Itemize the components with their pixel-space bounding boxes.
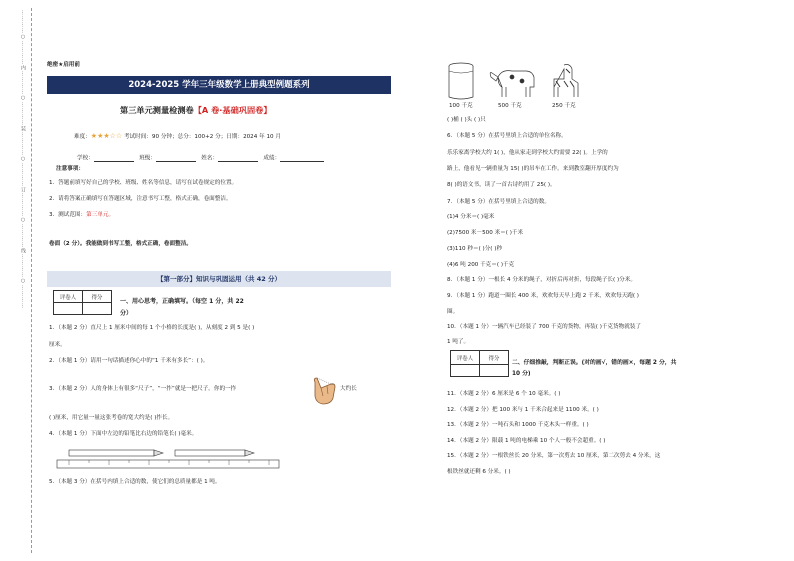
neatness-note: 卷面（2 分）。我能做到书写工整，格式正确，卷面整洁。: [49, 241, 192, 247]
question-7: 7．（本题 5 分）在括号里填上合适的数。: [447, 199, 550, 205]
question-9-line-2: 圈。: [447, 309, 459, 315]
score-box-2-score-cell[interactable]: [480, 365, 509, 377]
question-3-line-2: ( )厘米，用它量一量这张考卷的宽大约是( )拃长。: [49, 415, 174, 421]
animals-answer-line: ( )桶 ( )头 ( )只: [447, 117, 486, 123]
question-7-item-2: (2)7500 米－500 米＝( )千米: [447, 230, 524, 236]
section1-title-cont: 分）: [120, 310, 133, 317]
question-15-line-1: 15．（本题 2 分）一根铁丝长 20 分米，第一次剪去 10 厘米，第二次剪去 4 分米，这: [447, 453, 661, 459]
question-1-line-2: 厘米。: [49, 342, 66, 348]
notes-title: 注意事项：: [56, 166, 84, 172]
score-box-2-grader-label: 评卷人: [451, 351, 480, 365]
question-4: 4．（本题 1 分）下面中左边的铅笔比右边的铅笔长( )毫米。: [49, 431, 198, 437]
question-12: 12．（本题 2 分）把 100 米与 1 千米合起来是 1100 米。( ): [447, 407, 599, 413]
question-6-line-2: 路上，他看见一辆重量为 15( )的吊车在工作。来到教室翻开厚度约为: [447, 166, 619, 172]
question-7-item-1: (1)4 分米＝( )毫米: [447, 214, 495, 220]
score-box-score-label: 得分: [83, 291, 112, 303]
score-box-grader-label: 评卷人: [54, 291, 83, 303]
question-14: 14．（本题 2 分）限载 1 吨的电梯乘 10 个人一般不会超重。( ): [447, 438, 606, 444]
exam-meta: [74, 132, 281, 141]
score-box-grader-cell[interactable]: [54, 303, 83, 315]
info-fields: [77, 155, 324, 162]
unit-title-main: 第三单元测量检测卷: [120, 105, 194, 115]
question-9-line-1: 9．（本题 1 分）跑道一圈长 400 米，欢欢每天早上跑 2 千米，欢欢每天跑( ): [447, 293, 639, 299]
question-10-line-1: 10．（本题 1 分）一辆汽车已经装了 700 千克的货物，再装( )千克货物就装了: [447, 324, 642, 330]
section1-title: 一、用心思考，正确填写。（每空 1 分，共 22: [120, 298, 244, 305]
score-box-1: [53, 290, 112, 315]
question-6-line-3: 8( )的语文书，读了一首古诗约用了 25( )。: [447, 182, 556, 188]
score-box-2-score-label: 得分: [480, 351, 509, 365]
question-7-item-4: (4)6 吨 200 千克＝( )千克: [447, 262, 515, 268]
question-1-line-1: 1．（本题 2 分）直尺上 1 厘米中间的每 1 个小格的长度是( )，从刻度 2 到 5 是( ): [49, 325, 255, 331]
school-field-label: 学校：: [77, 155, 94, 162]
weight-animals-illustration: [446, 61, 586, 103]
series-title: 2024-2025 学年三年级数学上册典型例题系列: [47, 76, 391, 94]
note-2: 2．请将答案正确填写在答题区域，注意书写工整，格式正确，卷面整洁。: [49, 196, 232, 202]
zebra-icon: [554, 65, 578, 98]
unit-title: [120, 105, 272, 116]
question-3-line-1: 3．（本题 2 分）人的身体上有很多“尺子”，“一拃”就是一把尺子。你的一拃: [49, 386, 237, 392]
score-field-input[interactable]: [280, 155, 324, 162]
name-field-label: 姓名：: [201, 155, 219, 162]
difficulty-stars: ★★★☆☆: [90, 132, 123, 140]
binding-margin-text: …………○…………内…………○…………装…………○…………订…………○…………线…………○…………: [20, 10, 26, 309]
question-5: 5．（本题 3 分）在括号内填上合适的数，使它们的总质量都是 1 吨。: [49, 479, 221, 485]
note-3-prefix: 3．测试范围：: [49, 212, 87, 218]
secret-label: 绝密★启用前: [47, 62, 80, 68]
question-15-line-2: 根铁丝就还剩 6 分米。( ): [447, 469, 511, 475]
difficulty-label: 难度：: [74, 134, 91, 140]
score-box-2-grader-cell[interactable]: [451, 365, 480, 377]
note-3-value: 第三单元。: [86, 212, 115, 218]
note-1: 1．答题前填写好自己的学校、班级、姓名等信息，请写在试卷规定的位置。: [49, 180, 238, 186]
part1-header: 【第一部分】知识与巩固运用（共 42 分）: [47, 271, 391, 287]
section2-title: 二、仔细推敲，判断正误。(对的画√，错的画×，每题 2 分，共: [512, 360, 677, 366]
unit-title-tag: 【A 卷·基础巩固卷】: [193, 105, 272, 115]
binding-line: [31, 8, 32, 553]
zebra-weight-label: 250 千克: [552, 103, 576, 109]
note-3: [49, 212, 114, 219]
question-6: 6．（本题 5 分）在括号里填上合适的单位名称。: [447, 133, 567, 139]
question-3-tag: 大约长: [340, 386, 357, 392]
bucket-weight-label: 100 千克: [449, 103, 473, 109]
cow-weight-label: 500 千克: [498, 103, 522, 109]
pencils-ruler-illustration: [55, 448, 285, 470]
class-field-label: 班级：: [139, 155, 156, 162]
question-8: 8．（本题 1 分）一根长 4 分米的绳子，对折后再对折，每段绳子长( )分米。: [447, 277, 636, 283]
score-field-label: 成绩：: [263, 155, 281, 162]
name-field-input[interactable]: [218, 155, 258, 162]
question-6-line-1: 乐乐家离学校大约 1( )，他从家走到学校大约需要 22( )。上学的: [447, 150, 608, 156]
score-box-score-cell[interactable]: [83, 303, 112, 315]
score-box-2: [450, 350, 509, 377]
question-11: 11．（本题 2 分）6 厘米是 6 个 10 毫米。( ): [447, 391, 561, 397]
class-field-input[interactable]: [156, 155, 196, 162]
question-2: 2．（本题 1 分）请用一句话描述你心中的“1 千米有多长”：( )。: [49, 358, 209, 364]
question-7-item-3: (3)110 秒＝( )分( )秒: [447, 246, 503, 252]
hand-span-illustration: [311, 376, 339, 406]
question-13: 13．（本题 2 分）一吨石头和 1000 千克木头一样重。( ): [447, 422, 589, 428]
cow-icon: [490, 71, 534, 97]
question-10-line-2: 1 吨了。: [447, 339, 470, 345]
bucket-icon: [449, 63, 473, 99]
school-field-input[interactable]: [94, 155, 134, 162]
exam-meta-rest: 考试时间：90 分钟；总分：100+2 分；日期：2024 年 10 月: [122, 134, 281, 140]
section2-title-cont: 10 分): [512, 371, 531, 377]
